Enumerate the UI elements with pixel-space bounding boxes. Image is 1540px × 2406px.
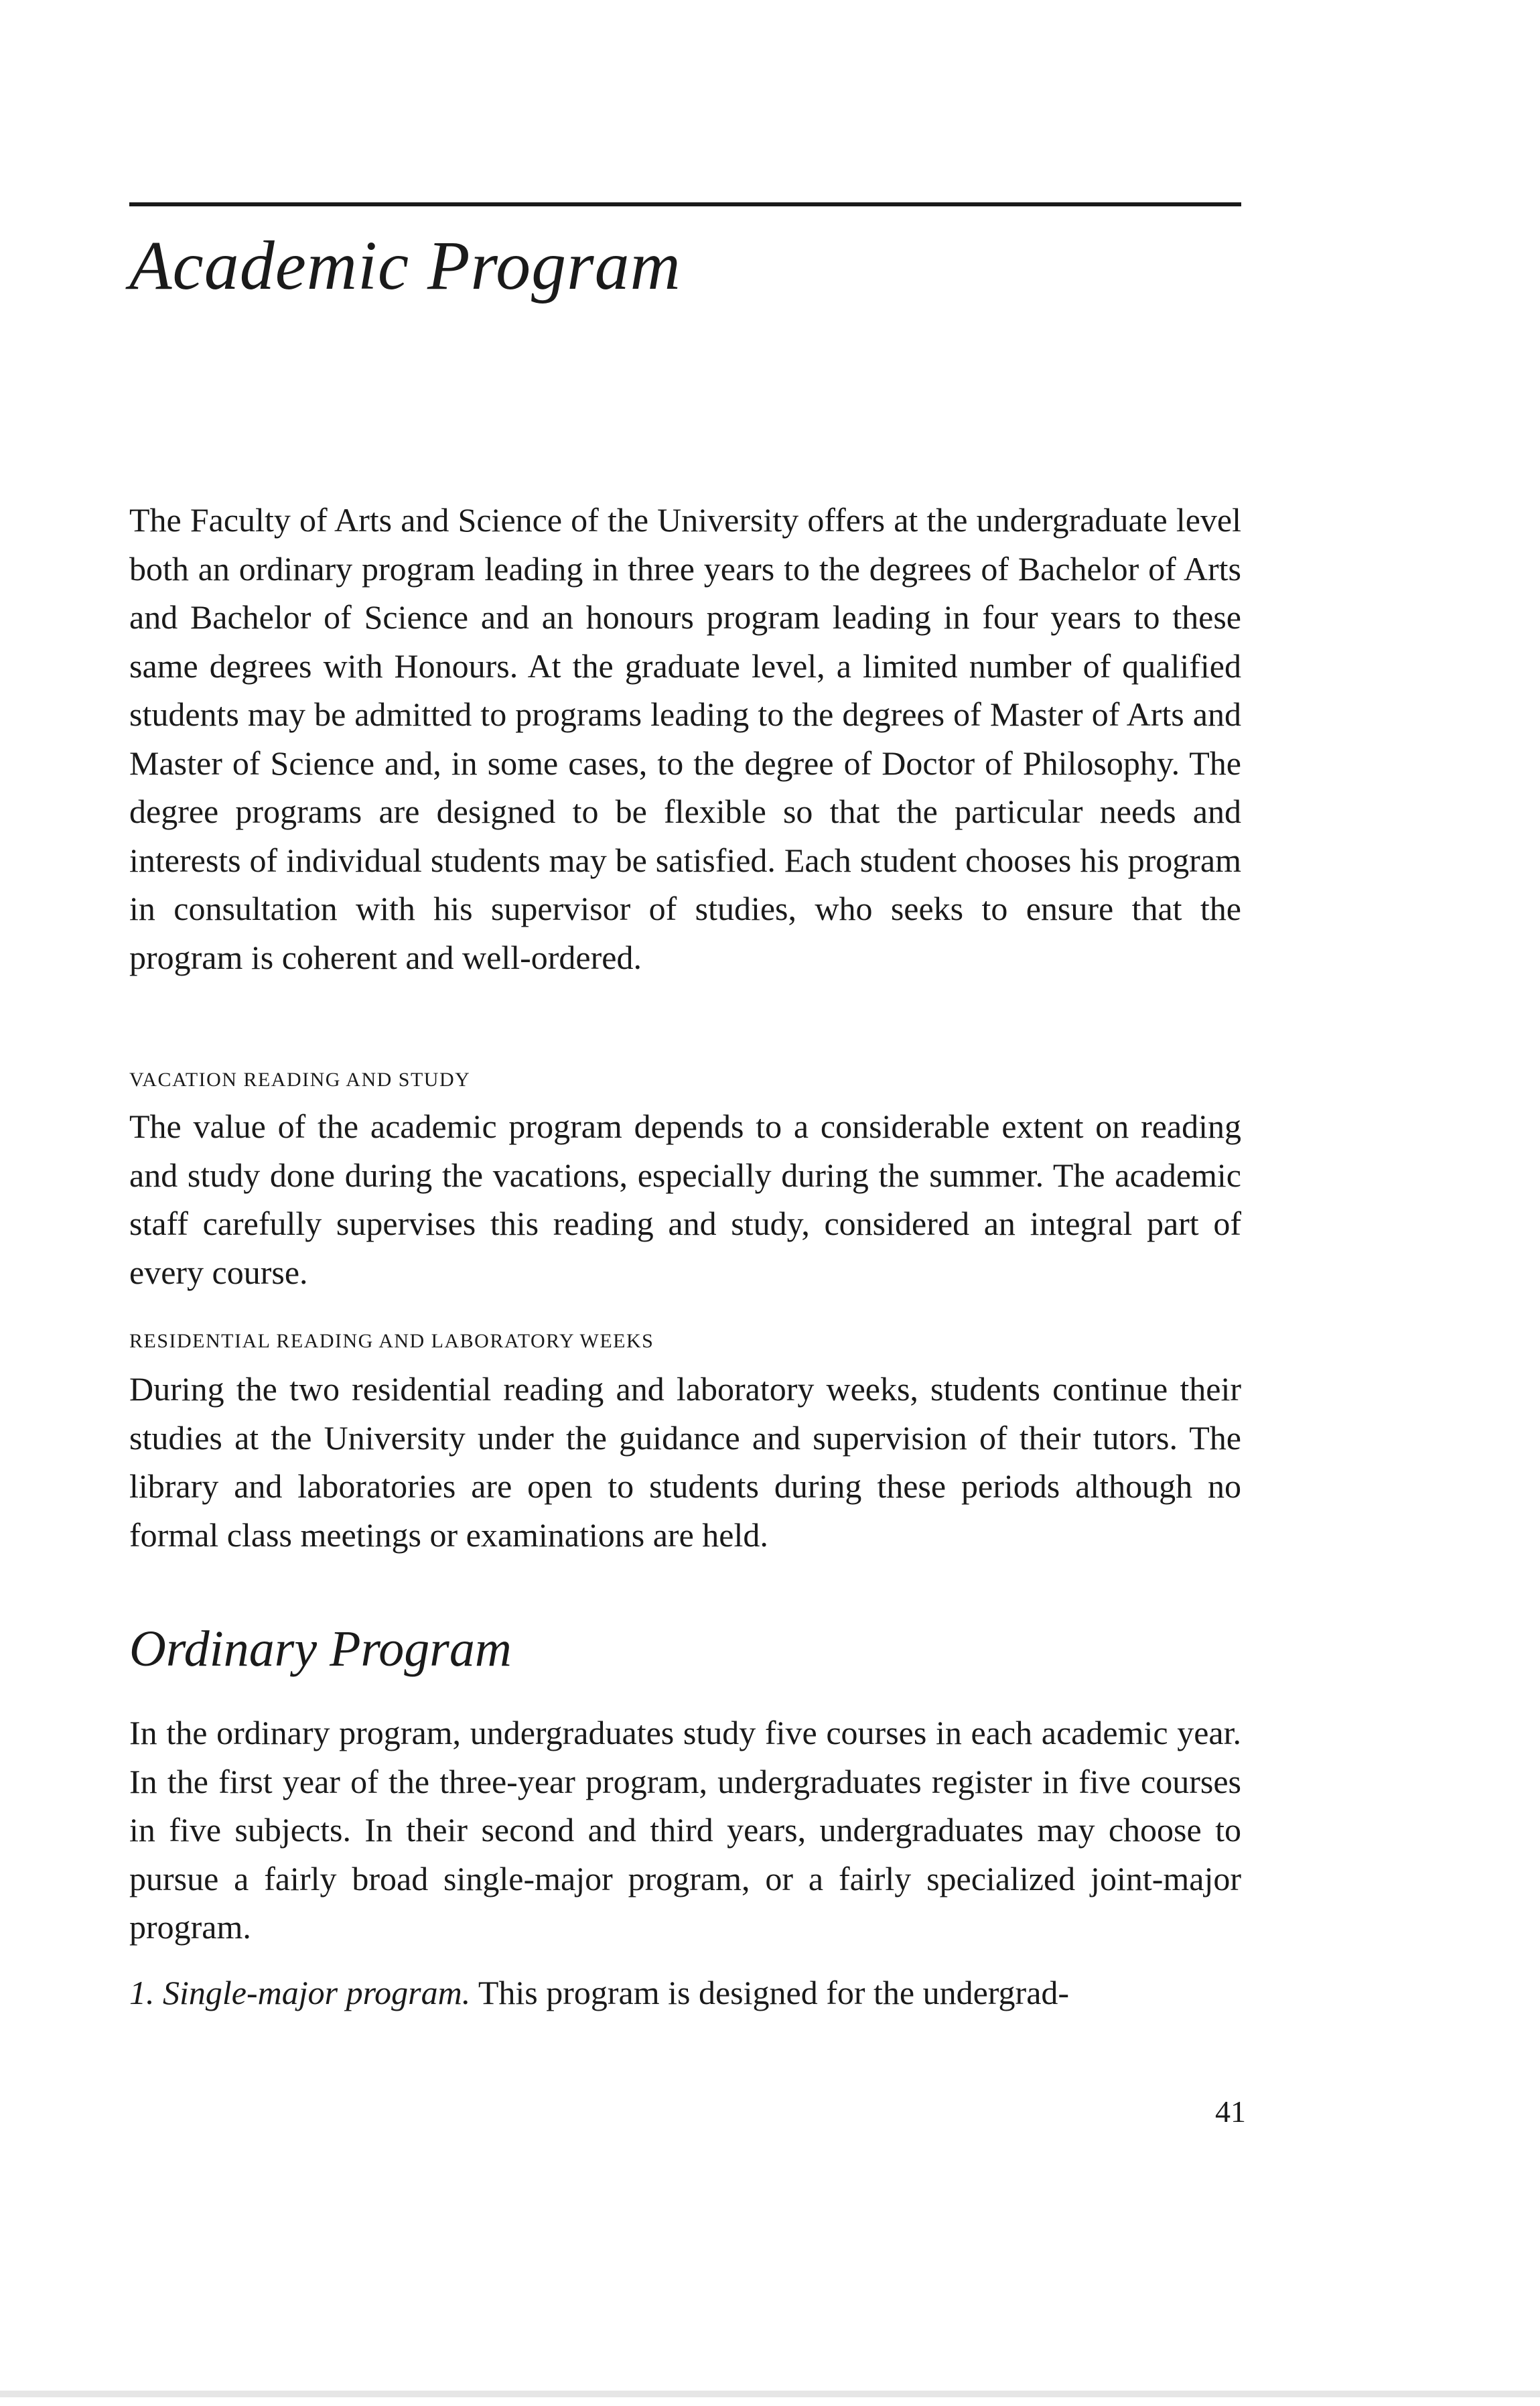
vacation-paragraph: The value of the academic program depends to a considerable extent on reading and study done during the vacations, especially during the summer. The academic staff carefully supervises this reading and study, considered an integral part of every course. <box>129 1108 1241 1291</box>
intro-paragraph: The Faculty of Arts and Science of the University offers at the undergraduate level both an ordinary program leading in three years to the degrees of Bachelor of Arts and Bachelor of Science and an honours program leading in four years to these same degrees with Honours. At the graduate level, a limited number of qualified students may be admitted to programs leading to the degrees of Master of Arts and Master of Science and, in some cases, to the degree of Doctor of Philosophy. The degree programs are designed to be flexible so that the particular needs and interests of individual students may be satisfied. Each student chooses his program in consultation with his supervisor of studies, who seeks to ensure that the program is coherent and well-ordered. <box>129 501 1241 976</box>
single-major-lead: 1. Single-major program. <box>129 1974 471 2011</box>
scan-edge <box>0 2391 1540 2397</box>
top-rule <box>129 202 1241 206</box>
vacation-heading: VACATION READING AND STUDY <box>129 1069 471 1091</box>
single-major-text: This program is designed for the undergrad- <box>470 1974 1070 2011</box>
ordinary-program-title: Ordinary Program <box>129 1621 512 1677</box>
ordinary-paragraph: In the ordinary program, undergraduates study five courses in each academic year. In the first year of the three-year program, undergraduates register in five courses in five subjects. In their second and third years, undergraduates may choose to pursue a fairly broad single-major program, or a fairly specialized joint-major program. <box>129 1714 1241 1946</box>
residential-heading: RESIDENTIAL READING AND LABORATORY WEEKS <box>129 1330 654 1352</box>
page-title: Academic Program <box>129 227 681 304</box>
page-number: 41 <box>1215 2094 1246 2129</box>
residential-paragraph: During the two residential reading and laboratory weeks, students continue their studies at the University under the guidance and supervision of their tutors. The library and laboratories are open to students during these periods although no formal class meetings or examinations are held. <box>129 1370 1241 1554</box>
single-major-item <box>129 1968 1241 2017</box>
